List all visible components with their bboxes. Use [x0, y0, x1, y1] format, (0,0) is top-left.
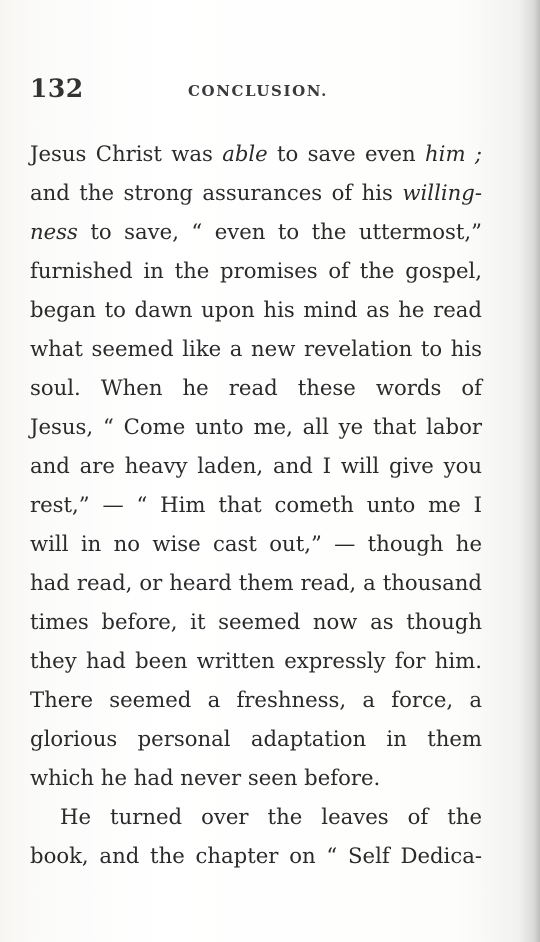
text-line: they had been written expressly for him.	[30, 648, 482, 673]
text-line: began to dawn upon his mind as he read	[30, 297, 482, 322]
text-line: There seemed a freshness, a force, a	[30, 687, 482, 712]
running-head: CONCLUSION.	[188, 82, 328, 100]
text-line: had read, or heard them read, a thousand	[30, 570, 482, 595]
text-line: soul. When he read these words of	[30, 375, 482, 400]
text-line: and are heavy laden, and I will give you	[30, 453, 482, 478]
italic-word: ness	[30, 219, 78, 244]
page-number: 132	[30, 74, 84, 103]
text-line: ness to save, “ even to the uttermost,”	[30, 219, 482, 244]
text-line: furnished in the promises of the gospel,	[30, 258, 482, 283]
text-line: He turned over the leaves of the	[60, 804, 482, 829]
text-line: times before, it seemed now as though	[30, 609, 482, 634]
italic-word: willing-	[402, 180, 482, 205]
page-edge-shadow	[518, 0, 540, 942]
text-line: will in no wise cast out,” — though he	[30, 531, 482, 556]
body-text	[30, 134, 482, 875]
text-line: what seemed like a new revelation to his	[30, 336, 482, 361]
text-line: Jesus Christ was able to save even him ;	[30, 141, 482, 166]
italic-word: able	[222, 141, 268, 166]
text-line: glorious personal adaptation in them	[30, 726, 482, 751]
text-line: Jesus, “ Come unto me, all ye that labor	[30, 414, 482, 439]
text-line: rest,” — “ Him that cometh unto me I	[30, 492, 482, 517]
italic-word: him ;	[425, 141, 482, 166]
text-line: which he had never seen before.	[30, 765, 381, 790]
page-header	[30, 70, 490, 110]
text-line: book, and the chapter on “ Self Dedica-	[30, 843, 482, 868]
text-line: and the strong assurances of his willing-	[30, 180, 482, 205]
